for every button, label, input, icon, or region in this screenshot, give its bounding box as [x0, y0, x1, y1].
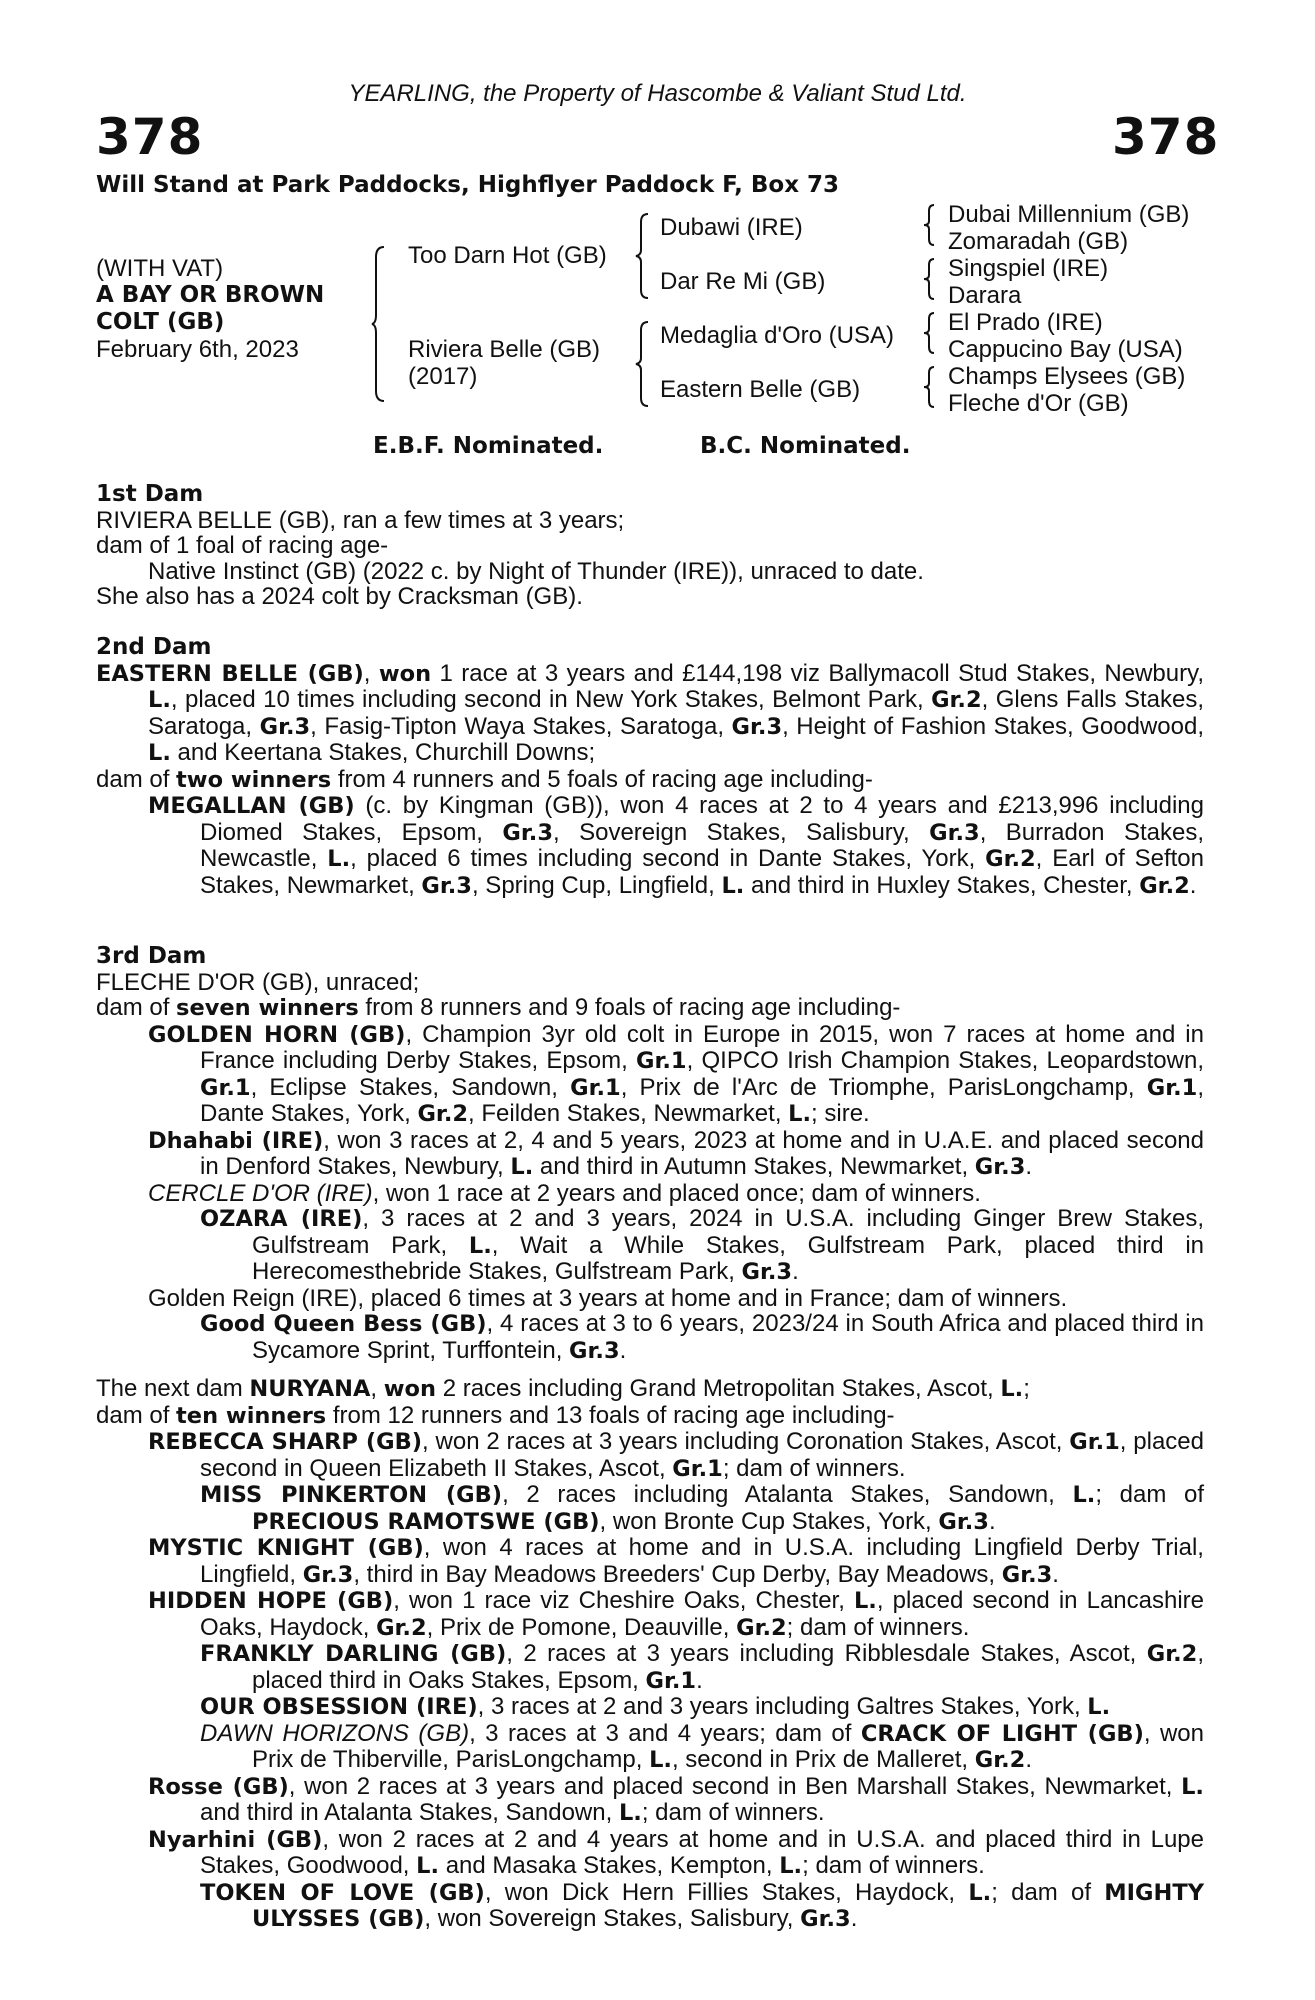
- pedigree-sire-dam: Dar Re Mi (GB): [660, 268, 826, 295]
- pedigree-brace-g3-3: [924, 311, 936, 355]
- next-dam-grandproduce-token-of-love: TOKEN OF LOVE (GB), won Dick Hern Fillies Stakes, Haydock, L.; dam of MIGHTY ULYSSES (GB), won Sovereign Stakes, Salisbury, Gr.3.: [200, 1878, 1204, 1932]
- pedigree-dam-year: (2017): [408, 363, 478, 390]
- pedigree-g3-8: Fleche d'Or (GB): [948, 390, 1129, 417]
- first-dam-line-2: dam of 1 foal of racing age-: [96, 532, 389, 559]
- ebf-nomination: E.B.F. Nominated.: [373, 433, 604, 459]
- vat-note: (WITH VAT): [96, 255, 224, 282]
- first-dam-produce: Native Instinct (GB) (2022 c. by Night of Thunder (IRE)), unraced to date.: [148, 557, 924, 585]
- third-dam-produce-dhahabi: Dhahabi (IRE), won 3 races at 2, 4 and 5 years, 2023 at home and in U.A.E. and placed second in Denford Stakes, Newbury, L. and third in Autumn Stakes, Newmarket, Gr.3.: [148, 1126, 1204, 1180]
- pedigree-dam-sire: Medaglia d'Oro (USA): [660, 322, 894, 349]
- pedigree-brace-g3-2: [924, 257, 936, 301]
- third-dam-produce-golden-horn: GOLDEN HORN (GB), Champion 3yr old colt in Europe in 2015, won 7 races at home and in France including Derby Stakes, Epsom, Gr.1, QIPCO Irish Champion Stakes, Leopardstown, Gr.1, Eclipse Stakes, Sandown, Gr.1, Prix de l'Arc de Triomphe, ParisLongchamp, Gr.1, Dante Stakes, York, Gr.2, Feilden Stakes, Newmarket, L.; sire.: [148, 1020, 1204, 1127]
- first-dam-section: [96, 482, 1204, 610]
- next-dam-section: [96, 1376, 1204, 1933]
- third-dam-produce-golden-reign: Golden Reign (IRE), placed 6 times at 3 years at home and in France; dam of winners.: [148, 1284, 1068, 1312]
- next-dam-grandproduce-dawn-horizons: DAWN HORIZONS (GB), 3 races at 3 and 4 years; dam of CRACK OF LIGHT (GB), won Prix de Thiberville, ParisLongchamp, L., second in Prix de Malleret, Gr.2.: [200, 1719, 1204, 1773]
- third-dam-produce-cercle-dor: CERCLE D'OR (IRE), won 1 race at 2 years and placed once; dam of winners.: [148, 1179, 981, 1207]
- pedigree-brace-1: [372, 245, 386, 403]
- next-dam-grandproduce-our-obsession: OUR OBSESSION (IRE), 3 races at 2 and 3 years including Galtres Stakes, York, L.: [200, 1693, 1111, 1720]
- next-dam-produce-rebecca-sharp: REBECCA SHARP (GB), won 2 races at 3 years including Coronation Stakes, Ascot, Gr.1, placed second in Queen Elizabeth II Stakes, Ascot, Gr.1; dam of winners.: [148, 1428, 1204, 1482]
- third-dam-grandproduce-good-queen-bess: Good Queen Bess (GB), 4 races at 3 to 6 years, 2023/24 in South Africa and placed third in Sycamore Sprint, Turffontein, Gr.3.: [200, 1310, 1204, 1364]
- next-dam-produce-hidden-hope: HIDDEN HOPE (GB), won 1 race viz Cheshire Oaks, Chester, L., placed second in Lancashire Oaks, Haydock, Gr.2, Prix de Pomone, Deauville, Gr.2; dam of winners.: [148, 1587, 1205, 1641]
- pedigree-brace-dam: [636, 320, 650, 408]
- pedigree-sire-sire: Dubawi (IRE): [660, 214, 803, 241]
- pedigree-g3-4: Darara: [948, 282, 1022, 309]
- pedigree-g3-7: Champs Elysees (GB): [948, 363, 1186, 390]
- second-dam-section: [96, 635, 1204, 899]
- next-dam-produce-rosse: Rosse (GB), won 2 races at 3 years and placed second in Ben Marshall Stakes, Newmarket, L. and third in Atalanta Stakes, Sandown, L.; dam of winners.: [148, 1772, 1204, 1826]
- pedigree-dam: Riviera Belle (GB): [408, 336, 601, 363]
- next-dam-produce-mystic-knight: MYSTIC KNIGHT (GB), won 4 races at home and in U.S.A. including Lingfield Derby Trial, Lingfield, Gr.3, third in Bay Meadows Breeders' Cup Derby, Bay Meadows, Gr.3.: [148, 1534, 1204, 1588]
- second-dam-heading: 2nd Dam: [96, 634, 212, 660]
- pedigree-sire: Too Darn Hot (GB): [408, 242, 607, 269]
- bc-nomination: B.C. Nominated.: [700, 433, 911, 459]
- pedigree-g3-3: Singspiel (IRE): [948, 255, 1109, 282]
- next-dam-produce-summary: dam of ten winners from 12 runners and 13 foals of racing age including-: [96, 1401, 895, 1429]
- lot-description-1: A BAY OR BROWN: [96, 282, 325, 308]
- pedigree-g3-6: Cappucino Bay (USA): [948, 336, 1183, 363]
- pedigree-brace-g3-1: [924, 203, 936, 247]
- second-dam-produce-summary: dam of two winners from 4 runners and 5 foals of racing age including-: [96, 765, 873, 793]
- next-dam-grandproduce-miss-pinkerton: MISS PINKERTON (GB), 2 races including Atalanta Stakes, Sandown, L.; dam of PRECIOUS RAMOTSWE (GB), won Bronte Cup Stakes, York, Gr.3.: [200, 1481, 1204, 1535]
- next-dam-record: The next dam NURYANA, won 2 races including Grand Metropolitan Stakes, Ascot, L.;: [96, 1375, 1030, 1402]
- next-dam-produce-nyarhini: Nyarhini (GB), won 2 races at 2 and 4 years at home and in U.S.A. and placed third in Lupe Stakes, Goodwood, L. and Masaka Stakes, Kempton, L.; dam of winners.: [148, 1825, 1204, 1879]
- lot-number-left: 378: [96, 108, 204, 166]
- third-dam-heading: 3rd Dam: [96, 943, 207, 969]
- pedigree-brace-g3-4: [924, 365, 936, 409]
- second-dam-produce-megallan: MEGALLAN (GB) (c. by Kingman (GB)), won 4 races at 2 to 4 years and £213,996 including Diomed Stakes, Epsom, Gr.3, Sovereign Stakes, Salisbury, Gr.3, Burradon Stakes, Newcastle, L., placed 6 times including second in Dante Stakes, York, Gr.2, Earl of Sefton Stakes, Newmarket, Gr.3, Spring Cup, Lingfield, L. and third in Huxley Stakes, Chester, Gr.2.: [148, 792, 1205, 899]
- page-header-title: YEARLING, the Property of Hascombe & Valiant Stud Ltd.: [348, 80, 967, 107]
- second-dam-record: EASTERN BELLE (GB), won 1 race at 3 years and £144,198 viz Ballymacoll Stud Stakes, Newbury, L., placed 10 times including second in New York Stakes, Belmont Park, Gr.2, Glens Falls Stakes, Saratoga, Gr.3, Fasig-Tipton Waya Stakes, Saratoga, Gr.3, Height of Fashion Stakes, Goodwood, L. and Keertana Stakes, Churchill Downs;: [96, 659, 1204, 766]
- third-dam-record: FLECHE D'OR (GB), unraced;: [96, 968, 420, 996]
- next-dam-grandproduce-frankly-darling: FRANKLY DARLING (GB), 2 races at 3 years including Ribblesdale Stakes, Ascot, Gr.2, placed third in Oaks Stakes, Epsom, Gr.1.: [200, 1640, 1204, 1694]
- pedigree-brace-sire: [636, 212, 650, 300]
- pedigree-g3-1: Dubai Millennium (GB): [948, 201, 1190, 228]
- third-dam-produce-summary: dam of seven winners from 8 runners and 9 foals of racing age including-: [96, 994, 901, 1021]
- lot-number-right: 378: [1112, 108, 1220, 166]
- third-dam-grandproduce-ozara: OZARA (IRE), 3 races at 2 and 3 years, 2024 in U.S.A. including Ginger Brew Stakes, Gulfstream Park, L., Wait a While Stakes, Gulfstream Park, placed third in Herecomesthebride Stakes, Gulfstream Park, Gr.3.: [200, 1205, 1205, 1285]
- pedigree-g3-5: El Prado (IRE): [948, 309, 1103, 336]
- pedigree-g3-2: Zomaradah (GB): [948, 228, 1129, 255]
- lot-description-2: COLT (GB): [96, 309, 225, 335]
- third-dam-section: [96, 944, 1204, 1364]
- stand-location: Will Stand at Park Paddocks, Highflyer Paddock F, Box 73: [96, 172, 840, 198]
- first-dam-line-4: She also has a 2024 colt by Cracksman (GB).: [96, 583, 583, 610]
- pedigree-dam-dam: Eastern Belle (GB): [660, 376, 861, 403]
- first-dam-heading: 1st Dam: [96, 481, 204, 507]
- first-dam-line-1: RIVIERA BELLE (GB), ran a few times at 3 years;: [96, 506, 625, 534]
- lot-info: [96, 255, 324, 363]
- foaling-date: February 6th, 2023: [96, 336, 299, 363]
